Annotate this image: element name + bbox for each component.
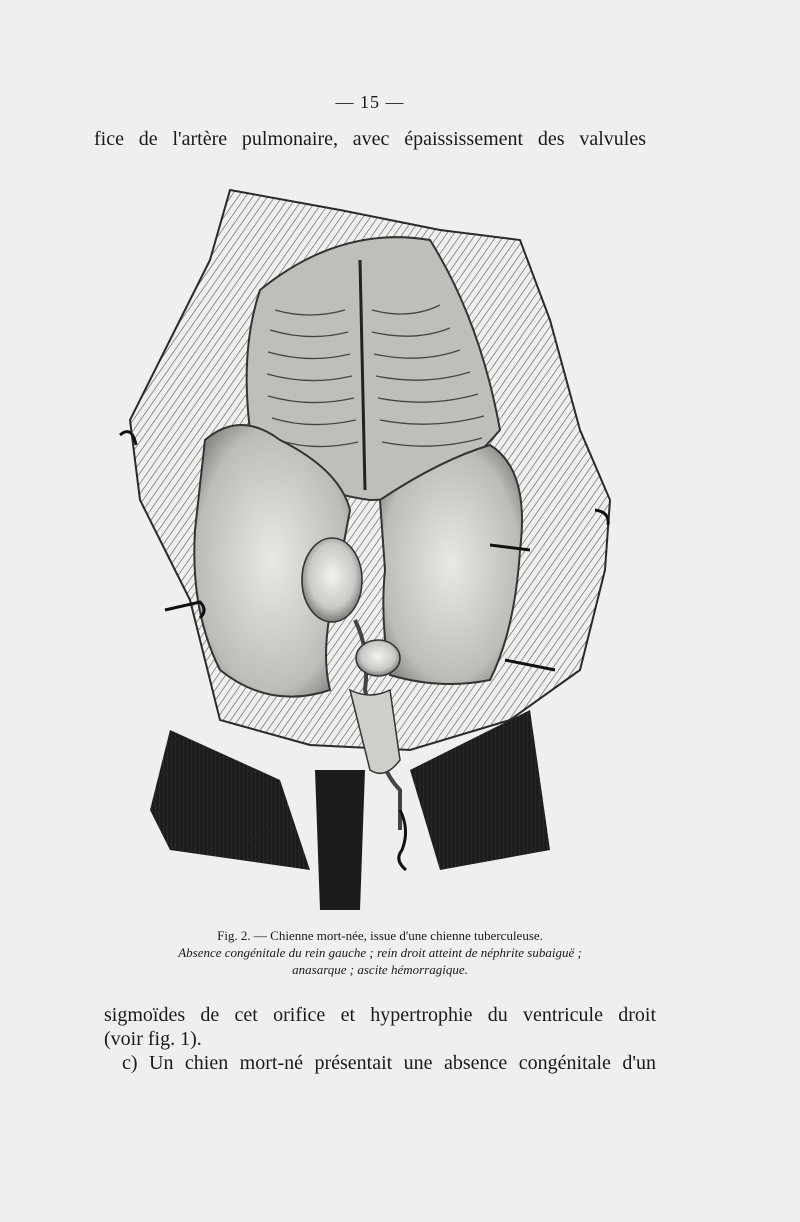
body-text-line: sigmoïdes de cet orifice et hypertrophie du ventricule droit — [104, 1004, 656, 1026]
body-text-line: c) Un chien mort-né présentait une absence congénitale d'un — [122, 1052, 656, 1074]
right-kidney — [302, 538, 362, 622]
body-text-line: (voir fig. 1). — [104, 1028, 202, 1050]
bladder — [356, 640, 400, 676]
figure-caption-line-1: Fig. 2. — Chienne mort-née, issue d'une chienne tuberculeuse. — [217, 928, 543, 943]
artist-signature-text: Leuducoh — [230, 823, 275, 855]
artist-signature-mark — [228, 810, 298, 860]
figure-caption-line-3: anasarque ; ascite hémorragique. — [292, 962, 468, 977]
body-text-line-top: fice de l'artère pulmonaire, avec épaississement des valvules — [94, 128, 646, 150]
page-number: — 15 — — [335, 92, 405, 112]
anatomical-illustration — [110, 170, 630, 910]
figure-caption-line-2: Absence congénitale du rein gauche ; rein droit atteint de néphrite subaiguë ; — [178, 945, 582, 960]
